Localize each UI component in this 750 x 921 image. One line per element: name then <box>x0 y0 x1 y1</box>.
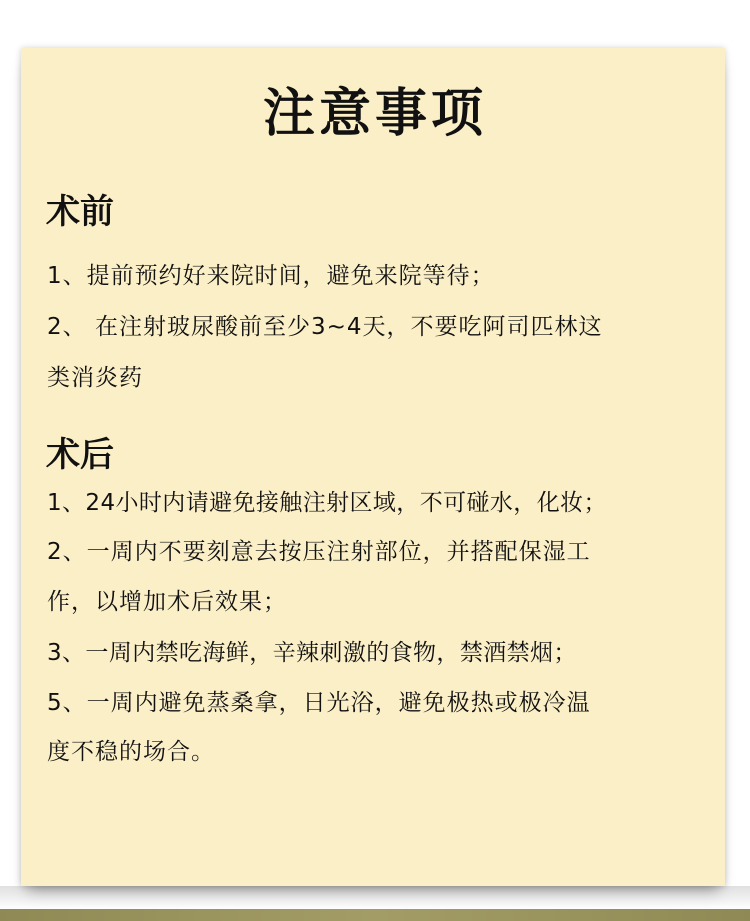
after-item-2: 2、一周内不要刻意去按压注射部位，并搭配保湿工 <box>47 539 591 565</box>
section-heading-after: 术后 <box>46 435 114 475</box>
after-item-2-cont: 作，以增加术后效果； <box>47 589 287 615</box>
after-item-5-cont: 度不稳的场合。 <box>47 739 215 765</box>
before-item-2-cont: 类消炎药 <box>47 365 143 391</box>
after-item-5: 5、一周内避免蒸桑拿，日光浴，避免极热或极冷温 <box>47 690 591 716</box>
page-title: 注意事项 <box>262 83 487 144</box>
before-item-1: 1、提前预约好来院时间，避免来院等待； <box>47 263 495 289</box>
after-item-3: 3、一周内禁吃海鲜，辛辣刺激的食物，禁酒禁烟； <box>47 640 577 666</box>
bottom-bar <box>0 909 750 921</box>
section-heading-before: 术前 <box>46 192 114 232</box>
card-shadow <box>0 886 750 910</box>
after-item-1: 1、24小时内请避免接触注射区域，不可碰水，化妆； <box>47 490 607 516</box>
before-item-2: 2、 在注射玻尿酸前至少3~4天，不要吃阿司匹林这 <box>47 314 603 340</box>
